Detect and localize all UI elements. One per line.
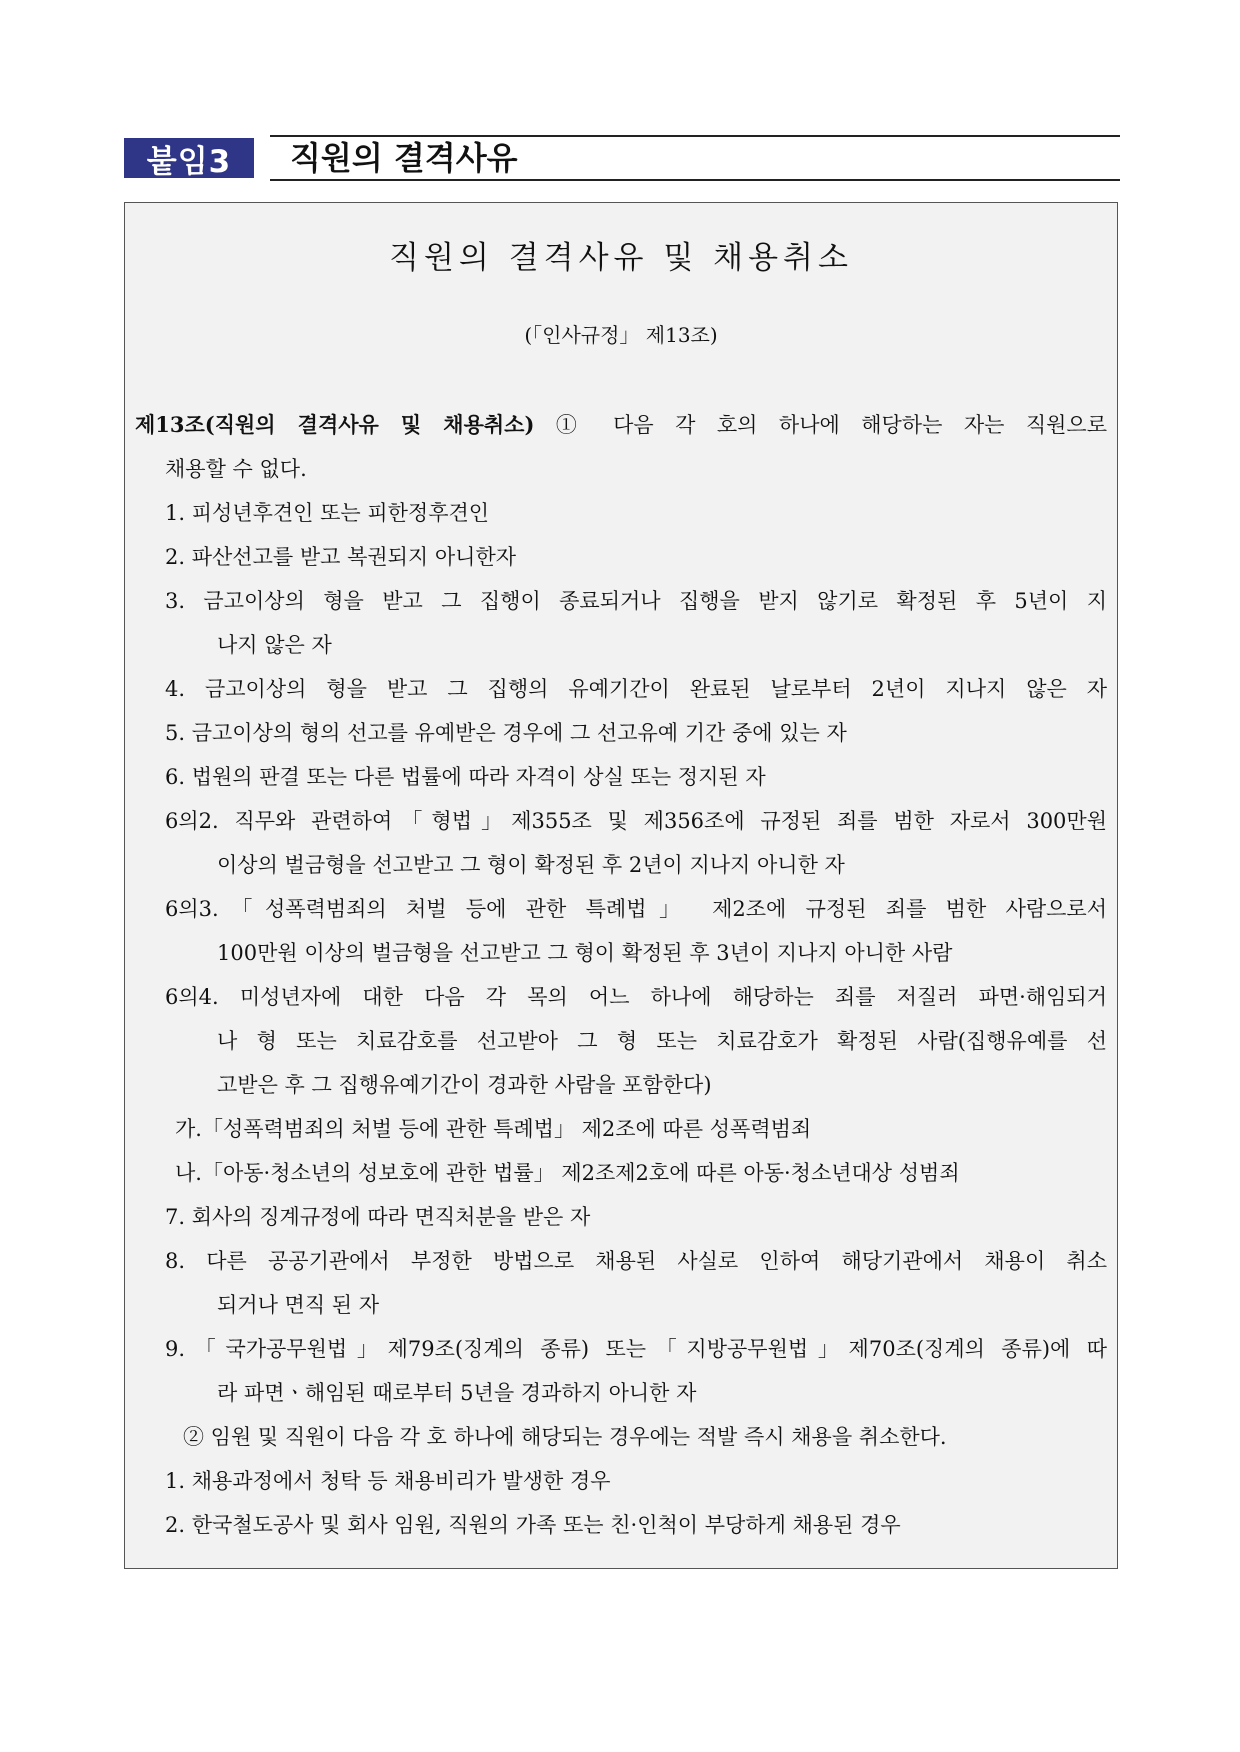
list-item-cont: 라 파면ㆍ해임된 때로부터 5년을 경과하지 아니한 자 [217,1381,697,1405]
regulation-title: 직원의 결격사유 및 채용취소 [389,240,853,276]
list-item: 8. 다른 공공기관에서 부정한 방법으로 채용된 사실로 인하여 해당기관에서 채용이 취소 [165,1249,1107,1273]
article-first-line [135,403,1107,447]
clause-2: ② 임원 및 직원이 다음 각 호 하나에 해당되는 경우에는 적발 즉시 채용을 취소한다. [183,1425,947,1449]
regulation-source: (「인사규정」 제13조) [524,323,718,347]
list-item-cont: 100만원 이상의 벌금형을 선고받고 그 형이 확정된 후 3년이 지나지 아니한 사람 [217,941,953,965]
list-item: 6의4. 미성년자에 대한 다음 각 목의 어느 하나에 해당하는 죄를 저질러 파면·해임되거 [165,985,1107,1009]
list-item: 3. 금고이상의 형을 받고 그 집행이 종료되거나 집행을 받지 않기로 확정된 후 5년이 지 [165,589,1107,613]
list-item: 7. 회사의 징계규정에 따라 면직처분을 받은 자 [165,1205,591,1229]
sub-list-item: 나.「아동·청소년의 성보호에 관한 법률」 제2조제2호에 따른 아동·청소년대상 성범죄 [175,1161,960,1185]
appendix-title: 직원의 결격사유 [290,139,518,177]
list-item: 2. 한국철도공사 및 회사 임원, 직원의 가족 또는 친·인척이 부당하게 채용된 경우 [165,1513,901,1537]
appendix-title-bar [270,135,1120,181]
clause-1-intro-cont: 채용할 수 없다. [165,457,307,481]
clause-1-intro: ① 다음 각 호의 하나에 해당하는 자는 직원으로 [555,413,1107,437]
list-item-cont: 나 형 또는 치료감호를 선고받아 그 형 또는 치료감호가 확정된 사람(집행유예를 선 [217,1029,1107,1053]
list-item: 4. 금고이상의 형을 받고 그 집행의 유예기간이 완료된 날로부터 2년이 지나지 않은 자 [165,677,1107,701]
appendix-header [124,135,1120,181]
list-item: 6의2. 직무와 관련하여「형법」제355조 및 제356조에 규정된 죄를 범한 자로서 300만원 [165,809,1107,833]
list-item: 6. 법원의 판결 또는 다른 법률에 따라 자격이 상실 또는 정지된 자 [165,765,766,789]
list-item: 6의3.「성폭력범죄의 처벌 등에 관한 특례법」 제2조에 규정된 죄를 범한 사람으로서 [165,897,1107,921]
list-item-cont: 나지 않은 자 [217,633,332,657]
article-heading: 제13조(직원의 결격사유 및 채용취소) [135,412,535,437]
list-item: 9.「국가공무원법」제79조(징계의 종류) 또는「지방공무원법」제70조(징계의 종류)에 따 [165,1337,1107,1361]
list-item-cont: 이상의 벌금형을 선고받고 그 형이 확정된 후 2년이 지나지 아니한 자 [217,853,845,877]
list-item: 1. 채용과정에서 청탁 등 채용비리가 발생한 경우 [165,1469,611,1493]
list-item-cont: 되거나 면직 된 자 [217,1293,380,1317]
sub-list-item: 가.「성폭력범죄의 처벌 등에 관한 특례법」 제2조에 따른 성폭력범죄 [175,1117,812,1141]
list-item: 5. 금고이상의 형의 선고를 유예받은 경우에 그 선고유예 기간 중에 있는 자 [165,721,847,745]
list-item: 2. 파산선고를 받고 복권되지 아니한자 [165,545,517,569]
list-item: 1. 피성년후견인 또는 피한정후견인 [165,501,490,525]
appendix-tag: 붙임3 [124,138,254,178]
regulation-box [124,202,1118,1569]
list-item-cont: 고받은 후 그 집행유예기간이 경과한 사람을 포함한다) [217,1073,712,1097]
regulation-content [135,403,1107,1547]
